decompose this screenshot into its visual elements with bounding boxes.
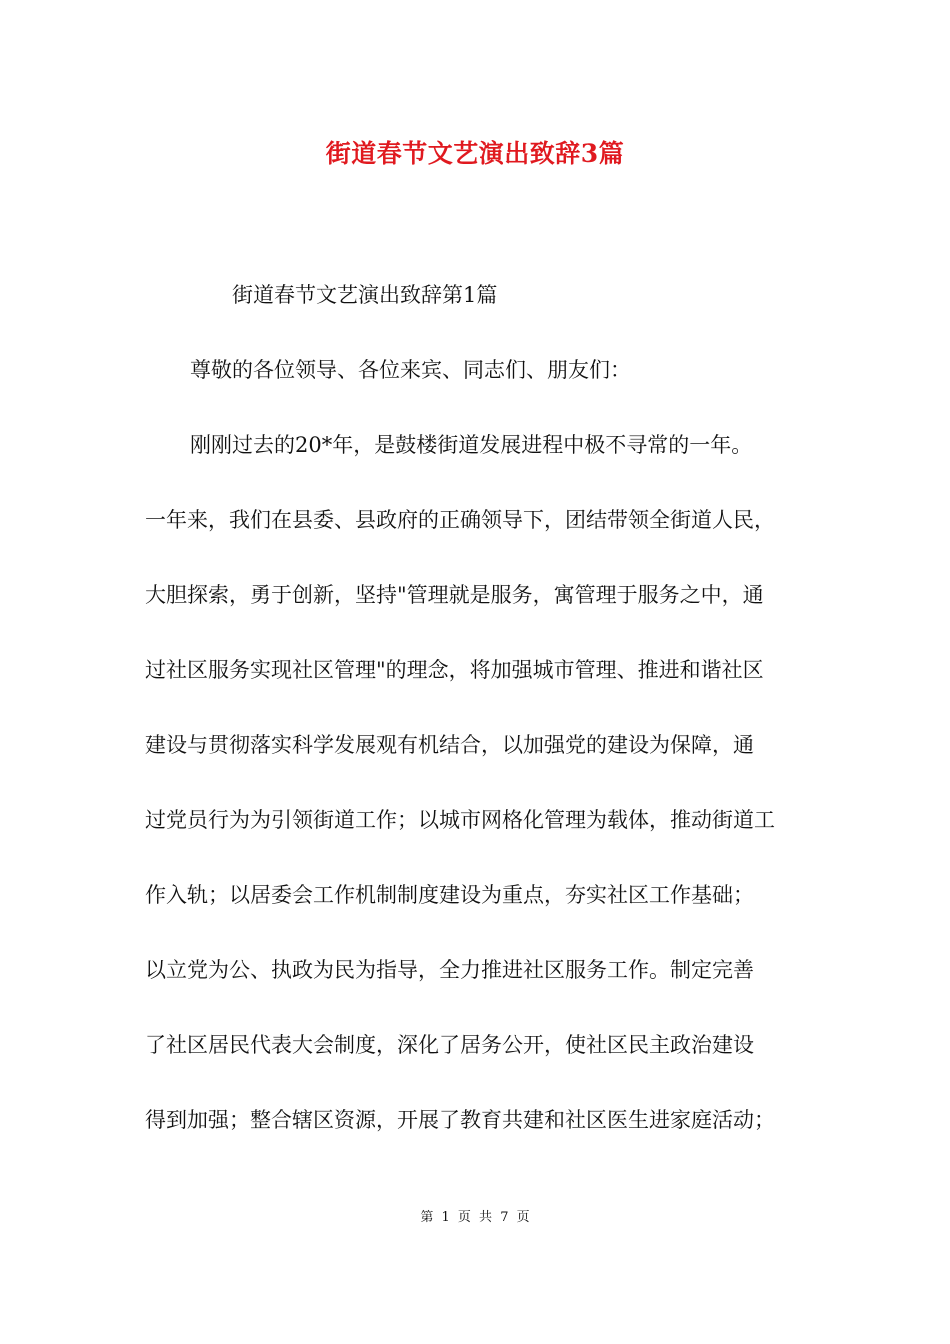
body-line: 建设与贯彻落实科学发展观有机结合，以加强党的建设为保障，通 (145, 733, 754, 757)
body-line: 得到加强；整合辖区资源，开展了教育共建和社区医生进家庭活动； (145, 1108, 775, 1132)
body-line: 刚刚过去的20*年，是鼓楼街道发展进程中极不寻常的一年。 (190, 433, 753, 457)
page-number-footer: 第 1 页 共 7 页 (420, 1210, 530, 1225)
body-line: 大胆探索，勇于创新，坚持"管理就是服务，寓管理于服务之中，通 (145, 583, 764, 607)
body-line: 以立党为公、执政为民为指导，全力推进社区服务工作。制定完善 (145, 958, 754, 982)
body-line: 过党员行为为引领街道工作；以城市网格化管理为载体，推动街道工 (145, 808, 775, 832)
body-line: 了社区居民代表大会制度，深化了居务公开，使社区民主政治建设 (145, 1033, 754, 1057)
document-title: 街道春节文艺演出致辞3篇 (325, 139, 625, 168)
body-line: 作入轨；以居委会工作机制制度建设为重点，夯实社区工作基础； (145, 883, 754, 907)
body-line: 过社区服务实现社区管理"的理念，将加强城市管理、推进和谐社区 (145, 658, 764, 682)
section-heading: 街道春节文艺演出致辞第1篇 (232, 283, 498, 307)
body-line: 一年来，我们在县委、县政府的正确领导下，团结带领全街道人民， (145, 508, 775, 532)
salutation: 尊敬的各位领导、各位来宾、同志们、朋友们： (190, 358, 631, 382)
